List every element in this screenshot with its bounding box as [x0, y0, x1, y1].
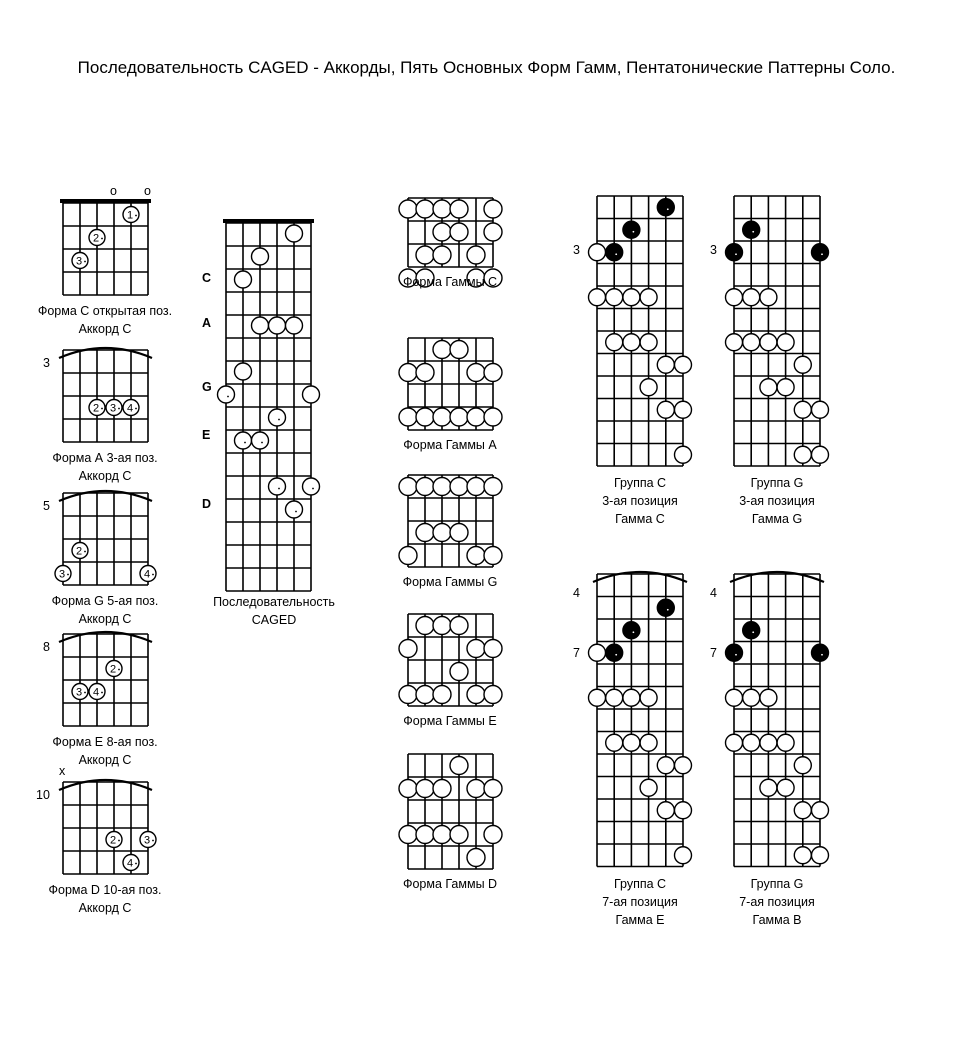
note-dot	[623, 734, 640, 751]
caged-shape-label: G	[202, 380, 212, 394]
caged-shape-label: D	[202, 497, 212, 511]
pattern-caption: Гамма С	[615, 512, 665, 526]
fret-number: 8	[43, 640, 50, 654]
dot-mark	[278, 488, 280, 490]
note-dot	[812, 847, 829, 864]
root-note-dot	[726, 244, 743, 261]
dot-mark	[752, 231, 754, 233]
note-dot	[286, 225, 303, 242]
note-dot	[484, 640, 502, 658]
note-dot	[286, 317, 303, 334]
caged-caption: Последовательность	[213, 595, 335, 609]
note-dot	[760, 334, 777, 351]
open-string-mark: o	[110, 184, 117, 198]
finger-number: 2	[109, 663, 117, 676]
note-dot	[726, 289, 743, 306]
note-dot	[675, 401, 692, 418]
note-dot	[589, 289, 606, 306]
note-dot	[606, 689, 623, 706]
note-dot	[416, 478, 434, 496]
note-dot	[657, 802, 674, 819]
root-note-dot	[657, 199, 674, 216]
note-dot	[269, 317, 286, 334]
pattern-fret-number: 7	[710, 646, 717, 660]
finger-number: 2	[109, 834, 117, 847]
note-dot	[675, 446, 692, 463]
note-dot	[760, 289, 777, 306]
fret-number: 10	[36, 788, 50, 802]
note-dot	[252, 317, 269, 334]
chord-caption: Форма G 5-ая поз.	[51, 594, 159, 608]
fret-number: 3	[43, 356, 50, 370]
note-dot	[399, 826, 417, 844]
finger-number: 2	[92, 232, 100, 245]
note-dot	[433, 524, 451, 542]
pattern-caption: Группа G	[750, 876, 804, 891]
root-note-dot	[623, 622, 640, 639]
finger-number: 2	[75, 545, 83, 558]
root-note-dot	[812, 644, 829, 661]
pattern-fret-number: 7	[573, 646, 580, 660]
pentatonic-pattern-2	[589, 572, 692, 867]
note-dot	[777, 379, 794, 396]
pattern-caption: Группа G	[750, 476, 804, 490]
open-string-mark: o	[144, 184, 151, 198]
note-dot	[640, 334, 657, 351]
dot-mark	[84, 692, 86, 694]
note-dot	[484, 478, 502, 496]
dot-mark	[135, 863, 137, 865]
dot-mark	[118, 669, 120, 671]
note-dot	[794, 802, 811, 819]
scale-form-caption: Форма Гаммы D	[402, 877, 498, 891]
note-dot	[235, 363, 252, 380]
pentatonic-pattern-1	[726, 196, 829, 466]
dot-mark	[261, 442, 263, 444]
note-dot	[433, 408, 451, 426]
note-dot	[467, 547, 485, 565]
scale-form-caption: Форма Гаммы G	[402, 575, 498, 589]
dot-mark	[101, 408, 103, 410]
scale-form-1	[399, 338, 502, 430]
note-dot	[235, 432, 252, 449]
finger-number: 1	[126, 209, 134, 222]
root-note-dot	[606, 244, 623, 261]
pentatonic-pattern-0	[589, 196, 692, 466]
note-dot	[726, 689, 743, 706]
chord-caption: Форма Е 8-ая поз.	[52, 735, 158, 749]
note-dot	[467, 780, 485, 798]
note-dot	[675, 757, 692, 774]
finger-number: 3	[75, 686, 83, 699]
chord-caption: Аккорд С	[78, 901, 132, 915]
finger-number: 4	[126, 402, 134, 415]
note-dot	[303, 478, 320, 495]
note-dot	[433, 341, 451, 359]
note-dot	[416, 246, 434, 264]
note-dot	[450, 341, 468, 359]
note-dot	[416, 200, 434, 218]
dot-mark	[135, 215, 137, 217]
note-dot	[218, 386, 235, 403]
dot-mark	[752, 631, 754, 633]
pattern-caption: Гамма В	[752, 912, 802, 927]
page-title: Последовательность CAGED - Аккорды, Пять Основных Форм Гамм, Пентатонические Паттерны Соло.	[77, 58, 896, 77]
note-dot	[399, 780, 417, 798]
note-dot	[589, 644, 606, 661]
note-dot	[657, 757, 674, 774]
root-note-dot	[743, 221, 760, 238]
note-dot	[606, 289, 623, 306]
scale-form-2	[399, 475, 502, 567]
note-dot	[286, 501, 303, 518]
nut	[60, 199, 151, 203]
note-dot	[794, 401, 811, 418]
note-dot	[252, 432, 269, 449]
scale-form-3	[399, 614, 502, 706]
note-dot	[640, 779, 657, 796]
finger-number: 4	[126, 857, 134, 870]
note-dot	[416, 826, 434, 844]
note-dot	[416, 524, 434, 542]
note-dot	[743, 734, 760, 751]
dot-mark	[101, 692, 103, 694]
dot-mark	[633, 631, 635, 633]
caged-fretboard	[218, 219, 320, 591]
note-dot	[794, 446, 811, 463]
note-dot	[450, 757, 468, 775]
root-note-dot	[743, 622, 760, 639]
dot-mark	[821, 253, 823, 255]
pentatonic-pattern-3	[726, 572, 829, 867]
finger-number: 4	[92, 686, 100, 699]
dot-mark	[278, 419, 280, 421]
pattern-caption: Гамма G	[751, 512, 803, 526]
note-dot	[675, 802, 692, 819]
note-dot	[416, 364, 434, 382]
note-dot	[399, 408, 417, 426]
note-dot	[812, 446, 829, 463]
note-dot	[399, 478, 417, 496]
note-dot	[416, 686, 434, 704]
note-dot	[416, 780, 434, 798]
dot-mark	[135, 408, 137, 410]
pattern-caption: Группа С	[613, 876, 667, 891]
note-dot	[450, 826, 468, 844]
note-dot	[760, 779, 777, 796]
note-dot	[606, 334, 623, 351]
note-dot	[450, 478, 468, 496]
note-dot	[433, 780, 451, 798]
pattern-caption: 3-ая позиция	[739, 494, 815, 508]
note-dot	[760, 689, 777, 706]
dot-mark	[244, 442, 246, 444]
chord-caption: Аккорд С	[78, 469, 132, 483]
pattern-caption: 7-ая позиция	[602, 894, 678, 909]
note-dot	[623, 289, 640, 306]
note-dot	[467, 686, 485, 704]
chord-diagram-3	[59, 632, 152, 726]
note-dot	[657, 401, 674, 418]
note-dot	[433, 223, 451, 241]
chord-caption: Аккорд С	[78, 612, 132, 626]
note-dot	[450, 408, 468, 426]
note-dot	[433, 686, 451, 704]
note-dot	[467, 849, 485, 867]
note-dot	[794, 847, 811, 864]
note-dot	[450, 617, 468, 635]
note-dot	[794, 356, 811, 373]
note-dot	[760, 734, 777, 751]
chord-caption: Форма D 10-ая поз.	[48, 883, 162, 897]
root-note-dot	[812, 244, 829, 261]
note-dot	[760, 379, 777, 396]
note-dot	[675, 847, 692, 864]
dot-mark	[84, 261, 86, 263]
note-dot	[726, 334, 743, 351]
note-dot	[623, 689, 640, 706]
note-dot	[675, 356, 692, 373]
chord-caption: Форма С открытая поз.	[37, 304, 173, 318]
pattern-caption: 3-ая позиция	[602, 494, 678, 508]
note-dot	[640, 289, 657, 306]
dot-mark	[667, 609, 669, 611]
note-dot	[450, 200, 468, 218]
chord-diagram-4	[59, 780, 156, 874]
muted-string-mark: x	[59, 764, 66, 778]
dot-mark	[312, 488, 314, 490]
note-dot	[416, 408, 434, 426]
note-dot	[433, 478, 451, 496]
note-dot	[433, 826, 451, 844]
finger-number: 3	[58, 568, 66, 581]
note-dot	[467, 246, 485, 264]
note-dot	[606, 734, 623, 751]
pattern-caption: Группа С	[613, 476, 667, 490]
finger-number: 3	[143, 834, 151, 847]
note-dot	[416, 617, 434, 635]
dot-mark	[152, 574, 154, 576]
dot-mark	[67, 574, 69, 576]
dot-mark	[152, 840, 154, 842]
pattern-caption: 7-ая позиция	[739, 894, 815, 909]
note-dot	[450, 663, 468, 681]
dot-mark	[667, 208, 669, 210]
dot-mark	[633, 231, 635, 233]
pattern-fret-number: 3	[710, 243, 717, 257]
root-note-dot	[726, 644, 743, 661]
note-dot	[777, 734, 794, 751]
note-dot	[484, 408, 502, 426]
finger-number: 3	[75, 255, 83, 268]
dot-mark	[118, 408, 120, 410]
note-dot	[450, 223, 468, 241]
root-note-dot	[657, 599, 674, 616]
chord-diagram-1	[59, 348, 152, 442]
caged-shape-label: E	[202, 428, 211, 442]
caged-shape-label: A	[202, 316, 212, 330]
note-dot	[484, 364, 502, 382]
note-dot	[467, 640, 485, 658]
root-note-dot	[606, 644, 623, 661]
note-dot	[399, 200, 417, 218]
note-dot	[235, 271, 252, 288]
note-dot	[484, 686, 502, 704]
pattern-caption: Гамма Е	[615, 912, 665, 927]
note-dot	[640, 379, 657, 396]
chord-diagram-0	[60, 199, 151, 295]
note-dot	[467, 364, 485, 382]
note-dot	[640, 689, 657, 706]
note-dot	[399, 640, 417, 658]
finger-number: 2	[92, 402, 100, 415]
note-dot	[484, 547, 502, 565]
finger-number: 4	[143, 568, 151, 581]
note-dot	[399, 364, 417, 382]
note-dot	[433, 200, 451, 218]
note-dot	[467, 408, 485, 426]
note-dot	[467, 478, 485, 496]
caged-shape-label: C	[202, 271, 212, 285]
note-dot	[450, 524, 468, 542]
scale-form-caption: Форма Гаммы Е	[403, 714, 497, 728]
chord-caption: Аккорд С	[78, 753, 132, 767]
dot-mark	[101, 238, 103, 240]
note-dot	[743, 334, 760, 351]
note-dot	[399, 547, 417, 565]
note-dot	[743, 289, 760, 306]
note-dot	[640, 734, 657, 751]
finger-number: 3	[109, 402, 117, 415]
note-dot	[269, 409, 286, 426]
note-dot	[589, 689, 606, 706]
dot-mark	[615, 253, 617, 255]
note-dot	[657, 356, 674, 373]
scale-form-caption: Форма Гаммы А	[403, 438, 497, 452]
dot-mark	[118, 840, 120, 842]
note-dot	[399, 686, 417, 704]
note-dot	[484, 223, 502, 241]
nut	[223, 219, 314, 223]
dot-mark	[735, 654, 737, 656]
note-dot	[777, 779, 794, 796]
note-dot	[589, 244, 606, 261]
dot-mark	[227, 396, 229, 398]
note-dot	[484, 780, 502, 798]
note-dot	[433, 246, 451, 264]
pattern-fret-number: 4	[573, 586, 580, 600]
note-dot	[812, 802, 829, 819]
note-dot	[794, 757, 811, 774]
chord-caption: Аккорд С	[78, 322, 132, 336]
caged-caption: CAGED	[251, 613, 297, 627]
note-dot	[433, 617, 451, 635]
note-dot	[269, 478, 286, 495]
note-dot	[484, 826, 502, 844]
note-dot	[812, 401, 829, 418]
fret-number: 5	[43, 499, 50, 513]
pattern-fret-number: 3	[573, 243, 580, 257]
dot-mark	[295, 511, 297, 513]
dot-mark	[615, 654, 617, 656]
dot-mark	[735, 253, 737, 255]
note-dot	[303, 386, 320, 403]
note-dot	[623, 334, 640, 351]
note-dot	[252, 248, 269, 265]
chord-diagram-2	[55, 491, 156, 585]
scale-form-caption: Форма Гаммы С	[402, 275, 498, 289]
root-note-dot	[623, 221, 640, 238]
note-dot	[777, 334, 794, 351]
pattern-fret-number: 4	[710, 586, 717, 600]
note-dot	[743, 689, 760, 706]
dot-mark	[821, 654, 823, 656]
dot-mark	[84, 551, 86, 553]
note-dot	[726, 734, 743, 751]
scale-form-4	[399, 754, 502, 869]
note-dot	[484, 200, 502, 218]
chord-caption: Форма А 3-ая поз.	[52, 451, 158, 465]
